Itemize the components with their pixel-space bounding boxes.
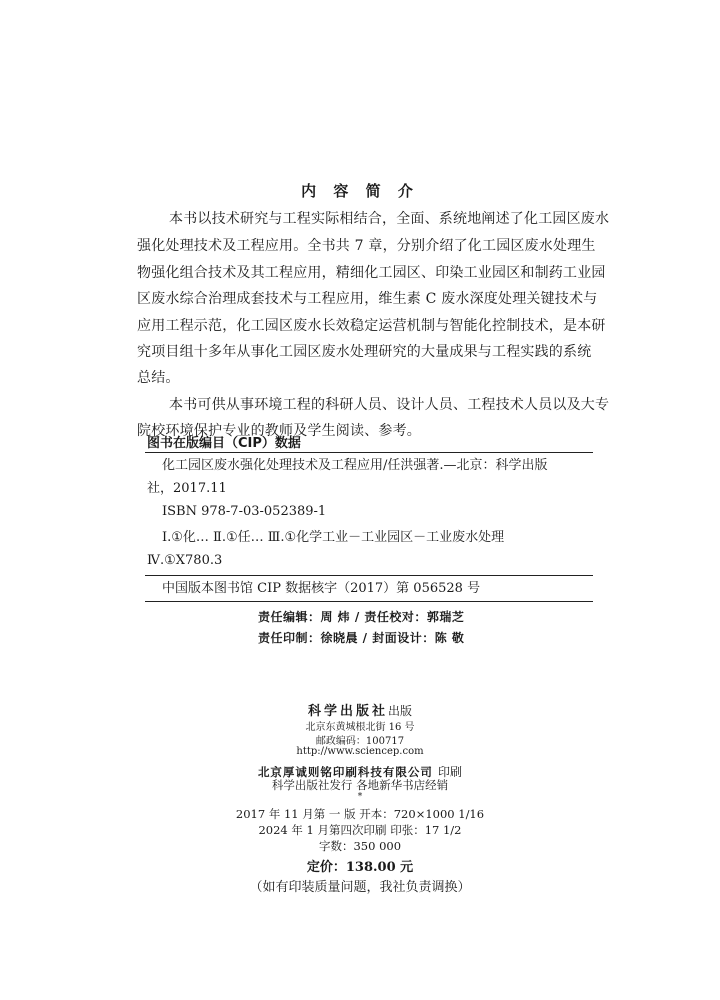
publisher-name: 科学出版社 — [307, 704, 388, 719]
cip-classification-line-1: Ⅰ.①化… Ⅱ.①任… Ⅲ.①化学工业－工业园区－工业废水处理 — [162, 530, 505, 545]
credits-line-1: 责任编辑：周 炜 / 责任校对：郭瑞芝 — [258, 610, 465, 624]
summary-line-9: 院校环境保护专业的教师及学生阅读、参考。 — [137, 423, 421, 439]
publisher-line — [0, 700, 720, 719]
summary-line-3: 物强化组合技术及其工程应用，精细化工园区、印染工业园区和制药工业园 — [137, 265, 606, 281]
quality-notice: （如有印装质量问题，我社负责调换） — [249, 880, 471, 895]
summary-line-1: 本书以技术研究与工程实际相结合，全面、系统地阐述了化工园区废水 — [169, 211, 610, 227]
publisher-postcode: 邮政编码：100717 — [315, 736, 405, 747]
cip-top-rule — [145, 452, 593, 453]
credits-line-2: 责任印制：徐晓晨 / 封面设计：陈 敬 — [258, 631, 465, 645]
printer-suffix: 印刷 — [438, 765, 463, 779]
summary-line-6: 究项目组十多年从事化工园区废水处理研究的大量成果与工程实践的系统 — [137, 344, 592, 360]
cip-bottom-rule — [145, 601, 593, 602]
cip-record-line-1: 化工园区废水强化处理技术及工程应用/任洪强著.—北京：科学出版 — [162, 458, 548, 473]
printing-line: 2024 年 1 月第四次印刷 印张：17 1/2 — [258, 823, 462, 837]
word-count: 字数：350 000 — [318, 839, 402, 853]
cip-classification-line-2: Ⅳ.①X780.3 — [147, 553, 223, 568]
cip-record-line-2: 社，2017.11 — [147, 481, 227, 496]
cip-number: 中国版本图书馆 CIP 数据核字（2017）第 056528 号 — [162, 581, 481, 596]
summary-line-2: 强化处理技术及工程应用。全书共 7 章，分别介绍了化工园区废水处理生 — [137, 238, 596, 254]
summary-line-4: 区废水综合治理成套技术与工程应用，维生素 C 废水深度处理关键技术与 — [137, 291, 598, 307]
colophon-separator: * — [357, 792, 363, 802]
printer-name: 北京厚诚则铭印刷科技有限公司 — [257, 765, 433, 779]
publisher-url: http://www.sciencep.com — [296, 746, 424, 757]
summary-line-7: 总结。 — [137, 370, 180, 386]
cip-middle-rule — [145, 575, 593, 576]
price: 定价：138.00 元 — [306, 860, 414, 875]
cip-heading: 图书在版编目（CIP）数据 — [147, 436, 301, 451]
edition-line: 2017 年 11 月第 一 版 开本：720×1000 1/16 — [235, 807, 485, 821]
publisher-suffix: 出版 — [388, 704, 413, 718]
distribution-line: 科学出版社发行 各地新华书店经销 — [271, 778, 449, 792]
summary-line-8: 本书可供从事环境工程的科研人员、设计人员、工程技术人员以及大专 — [169, 397, 610, 413]
summary-title: 内 容 简 介 — [301, 182, 419, 200]
summary-line-5: 应用工程示范，化工园区废水长效稳定运营机制与智能化控制技术，是本研 — [137, 318, 606, 334]
publisher-address: 北京东黄城根北街 16 号 — [305, 722, 415, 733]
cip-isbn: ISBN 978-7-03-052389-1 — [162, 504, 327, 519]
